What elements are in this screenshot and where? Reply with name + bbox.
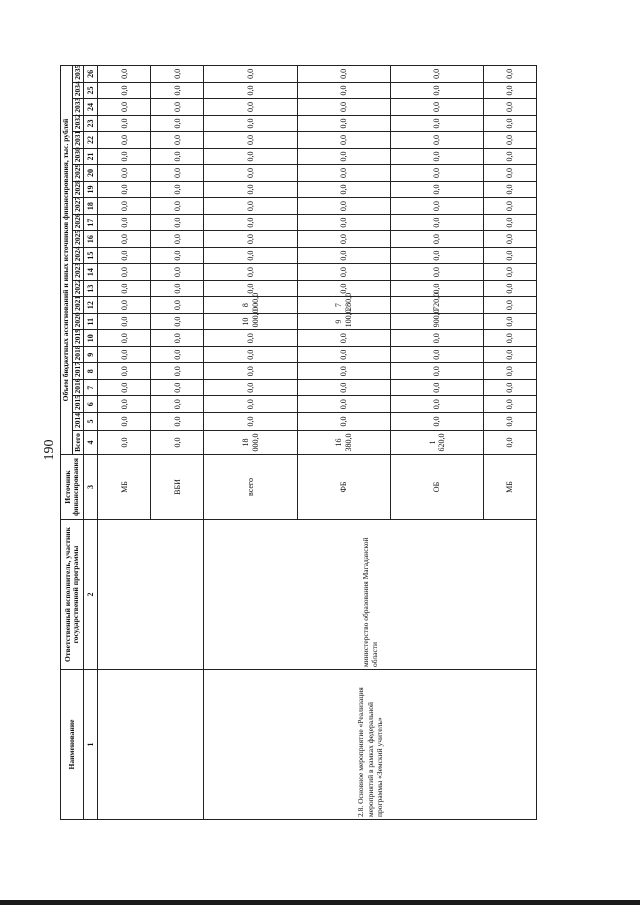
source-cell: всего	[204, 455, 297, 520]
value-cell: 0,0	[98, 148, 151, 165]
value-cell: 0,0	[483, 66, 536, 83]
value-cell: 0,0	[483, 115, 536, 132]
value-cell: 0,0	[151, 264, 204, 281]
value-cell: 0,0	[297, 115, 390, 132]
value-cell: 0,0	[98, 165, 151, 182]
value-cell: 0,0	[483, 413, 536, 431]
value-cell: 0,0	[390, 396, 483, 413]
value-cell: 0,0	[98, 363, 151, 380]
column-number: 3	[84, 455, 98, 520]
column-number: 6	[84, 396, 98, 413]
source-cell: МБ	[98, 455, 151, 520]
value-cell: 0,0	[297, 181, 390, 198]
value-cell: 0,0	[483, 214, 536, 231]
value-cell: 0,0	[390, 148, 483, 165]
value-cell: 0,0	[98, 413, 151, 431]
value-cell: 0,0	[98, 280, 151, 297]
value-cell: 0,0	[204, 231, 297, 248]
column-number: 12	[84, 297, 98, 314]
header-year: 2016	[72, 379, 84, 396]
responsible-cell-empty	[98, 520, 204, 670]
value-cell: 0,0	[390, 231, 483, 248]
value-cell: 0,0	[390, 181, 483, 198]
value-cell: 0,0	[390, 165, 483, 182]
value-cell: 0,0	[297, 346, 390, 363]
value-cell: 0,0	[151, 379, 204, 396]
measure-name: 2.8. Основное мероприятие «Реализация мероприятий в рамках федеральной программы «Земский учитель»	[204, 670, 537, 820]
value-cell: 0,0	[98, 313, 151, 330]
value-cell: 0,0	[390, 66, 483, 83]
value-cell: 0,0	[98, 231, 151, 248]
column-number: 10	[84, 330, 98, 347]
value-cell: 0,0	[204, 346, 297, 363]
value-cell: 0,0	[204, 214, 297, 231]
value-cell: 0,0	[151, 198, 204, 215]
value-cell: 0,0	[297, 132, 390, 149]
column-number: 20	[84, 165, 98, 182]
value-cell: 0,0	[151, 396, 204, 413]
value-cell: 0,0	[297, 247, 390, 264]
value-cell: 900,0	[390, 313, 483, 330]
value-cell: 0,0	[204, 363, 297, 380]
value-cell: 0,0	[204, 66, 297, 83]
column-number: 17	[84, 214, 98, 231]
header-name: Наименование	[61, 670, 84, 820]
column-number: 23	[84, 115, 98, 132]
value-cell: 0,0	[390, 132, 483, 149]
value-cell: 0,0	[297, 396, 390, 413]
value-cell: 0,0	[151, 297, 204, 314]
value-cell: 9 100,0	[297, 313, 390, 330]
value-cell: 0,0	[98, 330, 151, 347]
value-cell: 0,0	[390, 330, 483, 347]
table-row	[204, 66, 297, 820]
value-cell: 0,0	[204, 99, 297, 116]
header-total: Всего	[72, 431, 84, 455]
value-cell: 0,0	[151, 148, 204, 165]
value-cell: 0,0	[297, 82, 390, 99]
value-cell: 0,0	[98, 396, 151, 413]
value-cell: 0,0	[151, 431, 204, 455]
value-cell: 0,0	[483, 82, 536, 99]
header-year: 2026	[72, 214, 84, 231]
header-year: 2020	[72, 313, 84, 330]
bottom-bar	[0, 900, 640, 905]
value-cell: 0,0	[151, 313, 204, 330]
value-cell: 0,0	[151, 330, 204, 347]
table-wrapper	[60, 65, 537, 820]
column-number: 15	[84, 247, 98, 264]
value-cell: 0,0	[390, 346, 483, 363]
value-cell: 0,0	[204, 132, 297, 149]
header-year: 2022	[72, 280, 84, 297]
column-number: 1	[84, 670, 98, 820]
value-cell: 0,0	[204, 330, 297, 347]
value-cell: 0,0	[483, 198, 536, 215]
value-cell: 0,0	[151, 280, 204, 297]
column-number: 5	[84, 413, 98, 431]
column-number: 13	[84, 280, 98, 297]
value-cell: 0,0	[297, 363, 390, 380]
header-year: 2035	[72, 66, 84, 83]
value-cell: 0,0	[483, 313, 536, 330]
header-year: 2017	[72, 363, 84, 380]
header-responsible: Ответственный исполнитель, участник государственной программы	[61, 520, 84, 670]
header-row-1	[61, 66, 73, 820]
value-cell: 0,0	[483, 264, 536, 281]
value-cell: 0,0	[297, 66, 390, 83]
value-cell: 0,0	[483, 165, 536, 182]
value-cell: 0,0	[98, 346, 151, 363]
value-cell: 0,0	[204, 413, 297, 431]
source-cell: МБ	[483, 455, 536, 520]
rotated-table-container	[60, 65, 537, 820]
value-cell: 0,0	[297, 330, 390, 347]
value-cell: 0,0	[204, 165, 297, 182]
value-cell: 0,0	[390, 280, 483, 297]
value-cell: 0,0	[204, 198, 297, 215]
header-year: 2031	[72, 132, 84, 149]
value-cell: 0,0	[390, 198, 483, 215]
column-number: 26	[84, 66, 98, 83]
column-number: 16	[84, 231, 98, 248]
table-row	[98, 66, 151, 820]
column-number: 7	[84, 379, 98, 396]
value-cell: 0,0	[390, 363, 483, 380]
value-cell: 0,0	[390, 379, 483, 396]
value-cell: 0,0	[204, 396, 297, 413]
value-cell: 0,0	[390, 214, 483, 231]
value-cell: 0,0	[98, 181, 151, 198]
value-cell: 0,0	[98, 132, 151, 149]
value-cell: 0,0	[204, 280, 297, 297]
value-cell: 0,0	[390, 115, 483, 132]
value-cell: 0,0	[483, 132, 536, 149]
value-cell: 0,0	[204, 82, 297, 99]
column-number: 8	[84, 363, 98, 380]
value-cell: 0,0	[151, 346, 204, 363]
value-cell: 0,0	[98, 66, 151, 83]
financing-table	[60, 65, 537, 820]
value-cell: 16 380,0	[297, 431, 390, 455]
value-cell: 0,0	[98, 115, 151, 132]
column-number: 9	[84, 346, 98, 363]
value-cell: 0,0	[297, 264, 390, 281]
value-cell: 0,0	[297, 280, 390, 297]
value-cell: 0,0	[297, 214, 390, 231]
value-cell: 0,0	[483, 148, 536, 165]
source-cell: ВБИ	[151, 455, 204, 520]
value-cell: 0,0	[390, 247, 483, 264]
value-cell: 0,0	[98, 379, 151, 396]
value-cell: 0,0	[297, 413, 390, 431]
measure-responsible: министерство образования Магаданской области	[204, 520, 537, 670]
column-number: 19	[84, 181, 98, 198]
value-cell: 0,0	[390, 99, 483, 116]
value-cell: 0,0	[98, 247, 151, 264]
value-cell: 0,0	[483, 431, 536, 455]
header-year: 2032	[72, 115, 84, 132]
value-cell: 0,0	[98, 431, 151, 455]
value-cell: 1 620,0	[390, 431, 483, 455]
column-number: 18	[84, 198, 98, 215]
value-cell: 0,0	[483, 99, 536, 116]
value-cell: 0,0	[390, 264, 483, 281]
source-cell: ОБ	[390, 455, 483, 520]
header-year: 2021	[72, 297, 84, 314]
header-year: 2019	[72, 330, 84, 347]
value-cell: 0,0	[483, 280, 536, 297]
value-cell: 0,0	[204, 115, 297, 132]
value-cell: 0,0	[204, 379, 297, 396]
column-number: 25	[84, 82, 98, 99]
value-cell: 0,0	[151, 247, 204, 264]
value-cell: 0,0	[98, 99, 151, 116]
column-number-row	[84, 66, 98, 820]
value-cell: 7 280,0	[297, 297, 390, 314]
value-cell: 0,0	[151, 99, 204, 116]
value-cell: 0,0	[297, 379, 390, 396]
value-cell: 0,0	[151, 165, 204, 182]
header-year: 2033	[72, 99, 84, 116]
header-year: 2015	[72, 396, 84, 413]
value-cell: 0,0	[151, 413, 204, 431]
header-year: 2030	[72, 148, 84, 165]
value-cell: 0,0	[483, 247, 536, 264]
value-cell: 0,0	[483, 346, 536, 363]
page-number: 190	[42, 439, 57, 461]
value-cell: 0,0	[98, 297, 151, 314]
value-cell: 0,0	[151, 132, 204, 149]
column-number: 24	[84, 99, 98, 116]
value-cell: 0,0	[151, 181, 204, 198]
header-year: 2027	[72, 198, 84, 215]
value-cell: 0,0	[151, 214, 204, 231]
value-cell: 0,0	[98, 264, 151, 281]
value-cell: 0,0	[483, 297, 536, 314]
value-cell: 0,0	[297, 99, 390, 116]
header-year: 2029	[72, 165, 84, 182]
column-number: 2	[84, 520, 98, 670]
value-cell: 0,0	[204, 247, 297, 264]
value-cell: 0,0	[390, 413, 483, 431]
value-cell: 0,0	[151, 363, 204, 380]
value-cell: 0,0	[483, 231, 536, 248]
value-cell: 0,0	[151, 66, 204, 83]
value-cell: 0,0	[151, 115, 204, 132]
value-cell: 0,0	[151, 231, 204, 248]
header-year: 2025	[72, 231, 84, 248]
value-cell: 0,0	[297, 165, 390, 182]
value-cell: 0,0	[98, 214, 151, 231]
value-cell: 720,0	[390, 297, 483, 314]
value-cell: 0,0	[204, 264, 297, 281]
column-number: 11	[84, 313, 98, 330]
table-body	[84, 66, 537, 820]
value-cell: 0,0	[204, 181, 297, 198]
source-cell: ФБ	[297, 455, 390, 520]
header-year: 2023	[72, 264, 84, 281]
value-cell: 0,0	[483, 363, 536, 380]
value-cell: 0,0	[151, 82, 204, 99]
value-cell: 8 000,0	[204, 297, 297, 314]
column-number: 14	[84, 264, 98, 281]
value-cell: 0,0	[483, 330, 536, 347]
value-cell: 0,0	[297, 148, 390, 165]
header-source: Источник финансирования	[61, 455, 84, 520]
value-cell: 18 000,0	[204, 431, 297, 455]
name-cell-empty	[98, 670, 204, 820]
value-cell: 0,0	[390, 82, 483, 99]
value-cell: 0,0	[98, 198, 151, 215]
value-cell: 0,0	[297, 231, 390, 248]
value-cell: 0,0	[297, 198, 390, 215]
column-number: 22	[84, 132, 98, 149]
value-cell: 10 000,0	[204, 313, 297, 330]
header-year: 2018	[72, 346, 84, 363]
value-cell: 0,0	[483, 396, 536, 413]
header-year: 2014	[72, 413, 84, 431]
value-cell: 0,0	[204, 148, 297, 165]
column-number: 4	[84, 431, 98, 455]
header-year: 2034	[72, 82, 84, 99]
header-year: 2024	[72, 247, 84, 264]
column-number: 21	[84, 148, 98, 165]
header-year: 2028	[72, 181, 84, 198]
value-cell: 0,0	[98, 82, 151, 99]
header-volume: Объем бюджетных ассигнований и иных источников финансирования, тыс. рублей	[61, 66, 73, 455]
value-cell: 0,0	[483, 181, 536, 198]
value-cell: 0,0	[483, 379, 536, 396]
